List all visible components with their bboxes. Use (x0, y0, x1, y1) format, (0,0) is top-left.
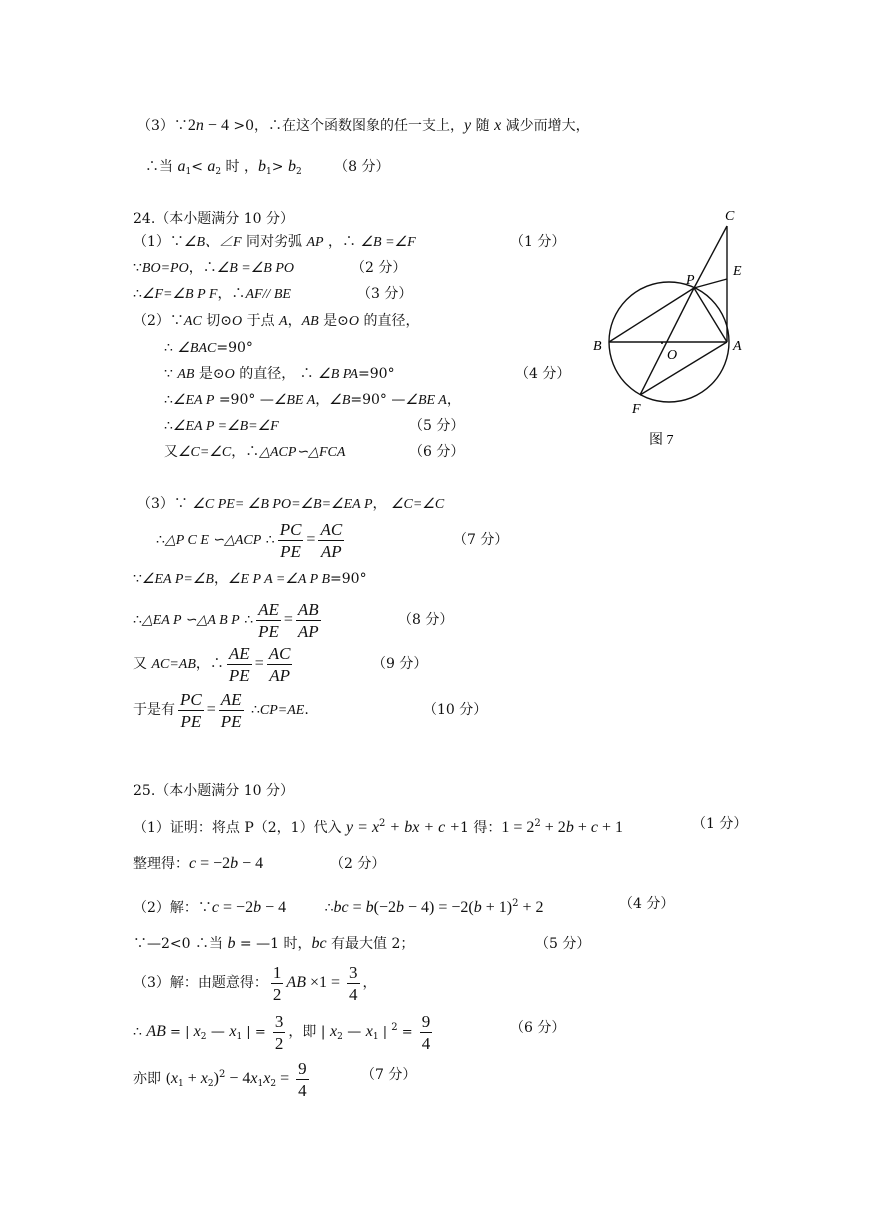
text: AB (177, 367, 195, 382)
text: ∠BAC (177, 341, 217, 356)
denominator: AP (297, 621, 319, 641)
text: ，∴ (323, 234, 361, 250)
numerator: 3 (349, 962, 358, 982)
text: x (200, 1070, 208, 1087)
text: （3）解：由题意得： (133, 975, 268, 991)
fraction (178, 689, 204, 732)
label-o: O (667, 348, 678, 363)
label-f: F (632, 402, 641, 417)
text: （2）解：∵ (133, 900, 212, 916)
text: . (304, 702, 309, 718)
text: ∠F=∠B P F (141, 287, 218, 302)
text: AB (301, 314, 319, 329)
p24-line-9 (164, 442, 345, 463)
text: 是⊙ (194, 366, 225, 382)
problem-24-title: 24.（本小题满分 10 分） (133, 211, 294, 227)
text: O (224, 367, 235, 382)
text: − 4 (261, 899, 287, 916)
numerator: 9 (421, 1011, 431, 1031)
text: 减少而增大， (501, 118, 590, 134)
text: ∠B、∠F (183, 235, 242, 250)
numerator: 1 (272, 962, 282, 982)
text: AB (146, 1023, 166, 1040)
fraction (296, 599, 321, 642)
text: 1 (266, 167, 272, 177)
score: （9 分） (372, 656, 428, 672)
fraction (273, 1011, 286, 1054)
text: ∠B =∠F (360, 235, 416, 250)
text: = (276, 1070, 294, 1087)
fraction (420, 1011, 433, 1054)
p24-line-1 (133, 232, 416, 253)
numerator: AC (268, 643, 291, 663)
label-b: B (593, 339, 602, 354)
score: （5 分） (535, 936, 591, 952)
p24-line-2 (133, 258, 294, 279)
text: = (254, 655, 264, 672)
text: 1 (236, 1032, 243, 1042)
text: c (211, 899, 220, 916)
text: y = x (346, 819, 380, 836)
text: BO=PO (141, 261, 189, 276)
text: ∵ (164, 366, 178, 382)
text: ∠B (329, 393, 351, 408)
text: 于是有 (133, 702, 175, 718)
text: = (306, 531, 316, 548)
text: x (365, 1023, 373, 1040)
text: 的直径， ∴ (234, 366, 319, 382)
text: 的直径， (359, 313, 420, 329)
text: 是⊙ (318, 313, 349, 329)
geometry-figure-7 (585, 200, 760, 460)
p25-line-4 (133, 934, 414, 954)
text: ∵ (133, 260, 142, 276)
p25-line-3 (133, 894, 543, 918)
numerator: AE (220, 689, 242, 709)
p24-3-line-4 (133, 598, 324, 643)
numerator: PC (180, 689, 202, 709)
text: + 2 (518, 899, 544, 916)
text: + 2 (540, 819, 566, 836)
text: x (329, 1023, 338, 1040)
text: b (395, 899, 404, 916)
text: | = (242, 1025, 270, 1040)
numerator: AB (297, 599, 319, 619)
text: 有最大值 2； (326, 936, 415, 952)
p24-line-6 (164, 364, 395, 385)
text: ∵—2<0 ∴当 (133, 936, 228, 952)
p25-line-2 (133, 854, 263, 874)
denominator: PE (180, 711, 202, 731)
text: 1 (372, 1032, 379, 1042)
text: = | (165, 1025, 194, 1040)
fraction (347, 962, 360, 1005)
text: 1 (185, 167, 192, 177)
text: a (207, 158, 216, 175)
text: ∠BE A (273, 393, 316, 408)
text: O (348, 314, 360, 329)
text: ∠C=∠C (178, 445, 232, 460)
text: ，∴ (195, 656, 224, 672)
denominator: PE (280, 541, 301, 561)
fraction (227, 643, 252, 686)
text: （3）∵ (137, 118, 188, 134)
text: x (263, 1070, 271, 1087)
denominator: PE (228, 665, 250, 685)
text: ∴ (164, 340, 178, 356)
text: + (183, 1070, 201, 1087)
score: （6 分） (510, 1020, 566, 1036)
segment-cp (694, 226, 727, 288)
text: ，∴ (188, 260, 217, 276)
text: 2 (337, 1032, 343, 1042)
text: 同对劣弧 (241, 234, 307, 250)
fraction (271, 962, 284, 1005)
score: （1 分） (510, 234, 566, 250)
text: ×1 = (305, 974, 345, 991)
text: ∴ (156, 532, 165, 548)
text: ∠EA P=∠B (141, 572, 214, 587)
text: ∴ (246, 702, 260, 718)
numerator: AE (258, 599, 279, 619)
text: + 1 (597, 819, 623, 836)
label-p: P (686, 273, 695, 288)
text: = (206, 701, 216, 718)
text: + (573, 819, 591, 836)
text: △ACP∽△FCA (259, 445, 346, 460)
text: △P C E ∽△ACP (164, 533, 262, 548)
text: 2 (218, 1069, 226, 1080)
p24-line-5 (164, 338, 253, 359)
p25-line-1 (133, 814, 623, 838)
p24-line-8 (164, 416, 279, 437)
text: 2 (215, 167, 222, 177)
text: 2 (512, 898, 519, 909)
text: b (287, 158, 296, 175)
text: AC (183, 314, 202, 329)
text: 2 (295, 167, 302, 177)
text: ， (446, 392, 461, 408)
line-part3-conclusion (145, 157, 389, 182)
segment-bp (609, 288, 694, 342)
denominator: 4 (421, 1033, 431, 1053)
text: ∠B PA (318, 367, 359, 382)
text: ∴ (239, 612, 254, 628)
denominator: 2 (272, 984, 282, 1004)
text: b (565, 819, 574, 836)
p24-3-line-6 (133, 688, 309, 733)
text: bc (333, 899, 349, 916)
numerator: 9 (298, 1058, 307, 1078)
text: ∠B =∠B PO (216, 261, 295, 276)
text: ∴ (133, 612, 142, 628)
text: > (271, 159, 288, 175)
text: 2 (200, 1032, 207, 1042)
label-c: C (725, 209, 735, 224)
text: ∴ (164, 418, 173, 434)
text: AP (306, 235, 324, 250)
text: ∴ (133, 1024, 147, 1040)
text: b (230, 855, 239, 872)
numerator: PC (279, 519, 302, 539)
text: ， (362, 975, 377, 991)
score: （8 分） (334, 159, 390, 175)
problem-25-title: 25.（本小题满分 10 分） (133, 783, 294, 799)
text: ， (315, 392, 330, 408)
p24-line-7 (164, 390, 461, 411)
score: （2 分） (351, 260, 407, 276)
score: （6 分） (409, 444, 465, 460)
text: = (348, 899, 366, 916)
text: ，∴ (217, 286, 246, 302)
text: bc (311, 935, 327, 952)
text: + bx + c + (385, 819, 461, 836)
text: ∴ (324, 900, 334, 916)
p24-3-line-3 (133, 569, 367, 590)
text: 2 (379, 818, 386, 829)
denominator: PE (220, 711, 242, 731)
text: A (279, 314, 288, 329)
text: − 4) = −2( (403, 899, 474, 916)
label-a: A (733, 339, 742, 354)
text: + 1) (481, 899, 513, 916)
text: ， (213, 571, 228, 587)
text: ， (287, 313, 302, 329)
text: ∠EA P =∠B=∠F (172, 419, 279, 434)
text: 2 (391, 1022, 398, 1033)
fraction (318, 519, 344, 562)
text: = −2 (196, 855, 231, 872)
text: ) (213, 1070, 219, 1087)
text: ∴ (261, 532, 275, 548)
text: x (494, 117, 502, 134)
text: =90° (358, 366, 395, 382)
text: O (232, 314, 243, 329)
text: = −2 (219, 899, 254, 916)
text: 1 = 2 (501, 819, 535, 836)
fraction (296, 1058, 309, 1101)
text: ∠EA P (172, 393, 215, 408)
text: ∵ (133, 571, 142, 587)
score: （7 分） (361, 1067, 417, 1083)
label-e: E (733, 264, 742, 279)
text: ∠C=∠C (390, 497, 445, 512)
text: b (253, 899, 262, 916)
text: a (177, 158, 186, 175)
text: = —1 时， (235, 936, 312, 952)
text: x (193, 1023, 201, 1040)
p24-line-4 (133, 311, 419, 332)
text: − 4 (203, 117, 229, 134)
fraction (278, 519, 304, 562)
text: ，即 | (288, 1024, 330, 1040)
text: − 4 (238, 855, 264, 872)
text: 2 (270, 1079, 277, 1089)
text: b (365, 899, 374, 916)
score: （4 分） (619, 896, 675, 912)
score: （1 分） (692, 816, 748, 832)
line-part3-statement (137, 116, 590, 136)
text: x (229, 1023, 237, 1040)
numerator: AE (228, 643, 250, 663)
p25-line-5 (133, 960, 377, 1006)
text: =90° — (214, 392, 274, 408)
numerator: 3 (274, 1011, 284, 1031)
text: 整理得： (133, 856, 189, 872)
text: 时 ， (221, 159, 259, 175)
score: （7 分） (453, 532, 509, 548)
text: ，∴ (231, 444, 260, 460)
text: b (473, 899, 482, 916)
score: （8 分） (398, 612, 454, 628)
denominator: 4 (298, 1080, 307, 1100)
text: c (590, 819, 598, 836)
text: b (227, 935, 236, 952)
text: (−2 (373, 899, 396, 916)
text: 2 (207, 1079, 214, 1089)
text: — (206, 1024, 230, 1040)
text: 1 得： (460, 820, 502, 836)
p24-3-line-1 (137, 494, 444, 515)
denominator: 2 (274, 1033, 284, 1053)
text: 又 (133, 656, 152, 672)
denominator: PE (258, 621, 279, 641)
text: x (170, 1070, 179, 1087)
score: （2 分） (330, 856, 386, 872)
text: =90° — (350, 392, 406, 408)
text: ∴ (164, 392, 173, 408)
text: x (250, 1070, 258, 1087)
text: 2 (187, 117, 196, 134)
figure-caption: 图 7 (649, 433, 674, 448)
text: △EA P ∽△A B P (141, 613, 240, 628)
text: CP=AE (259, 703, 305, 718)
text: 随 (471, 118, 495, 134)
score: （4 分） (515, 366, 571, 382)
score: （5 分） (409, 418, 465, 434)
text: 切⊙ (201, 313, 232, 329)
text: = (283, 611, 293, 628)
fraction (219, 689, 244, 732)
text: — (342, 1024, 366, 1040)
p24-3-line-2 (156, 518, 347, 563)
text: （2）∵ (133, 313, 184, 329)
denominator: 4 (349, 984, 358, 1004)
text: （1）证明：将点 P（2，1）代入 (133, 820, 347, 836)
text: AC=AB (151, 657, 196, 672)
text: ∴当 (145, 159, 178, 175)
text: 1 (178, 1079, 184, 1089)
text: 2 (534, 818, 541, 829)
p24-line-3 (133, 284, 291, 305)
denominator: AP (269, 665, 290, 685)
text: （1）∵ (133, 234, 184, 250)
text: 1 (257, 1079, 264, 1089)
text: =90° (330, 571, 367, 587)
p25-line-7 (133, 1052, 312, 1107)
fraction (256, 599, 281, 642)
text: 亦即 ( (133, 1071, 171, 1087)
fraction (267, 643, 293, 686)
text: b (258, 158, 267, 175)
text: AF// BE (245, 287, 291, 302)
text: （3）∵ (137, 496, 193, 512)
center-dot (661, 342, 663, 344)
text: n (195, 117, 204, 134)
p24-3-line-5 (133, 642, 295, 687)
text: | (378, 1025, 392, 1040)
text: = (397, 1025, 417, 1040)
segment-pe (694, 279, 727, 288)
text: y (464, 117, 472, 134)
text: ∠E P A =∠A P B (227, 572, 331, 587)
text: ∠C PE= ∠B PO=∠B=∠EA P (192, 497, 373, 512)
numerator: AC (320, 519, 343, 539)
text: ， (372, 496, 391, 512)
text: >0，∴在这个函数图象的任一支上， (228, 118, 465, 134)
denominator: AP (320, 541, 342, 561)
text: − 4 (225, 1070, 251, 1087)
text: 于点 (242, 313, 280, 329)
text: 又 (164, 444, 178, 460)
text: AB (286, 974, 306, 991)
text: < (191, 159, 208, 175)
text: =90° (216, 340, 253, 356)
text: c (189, 855, 197, 872)
text: ∴ (133, 286, 142, 302)
score: （10 分） (423, 702, 488, 718)
text: ∠BE A (405, 393, 447, 408)
score: （3 分） (357, 286, 413, 302)
